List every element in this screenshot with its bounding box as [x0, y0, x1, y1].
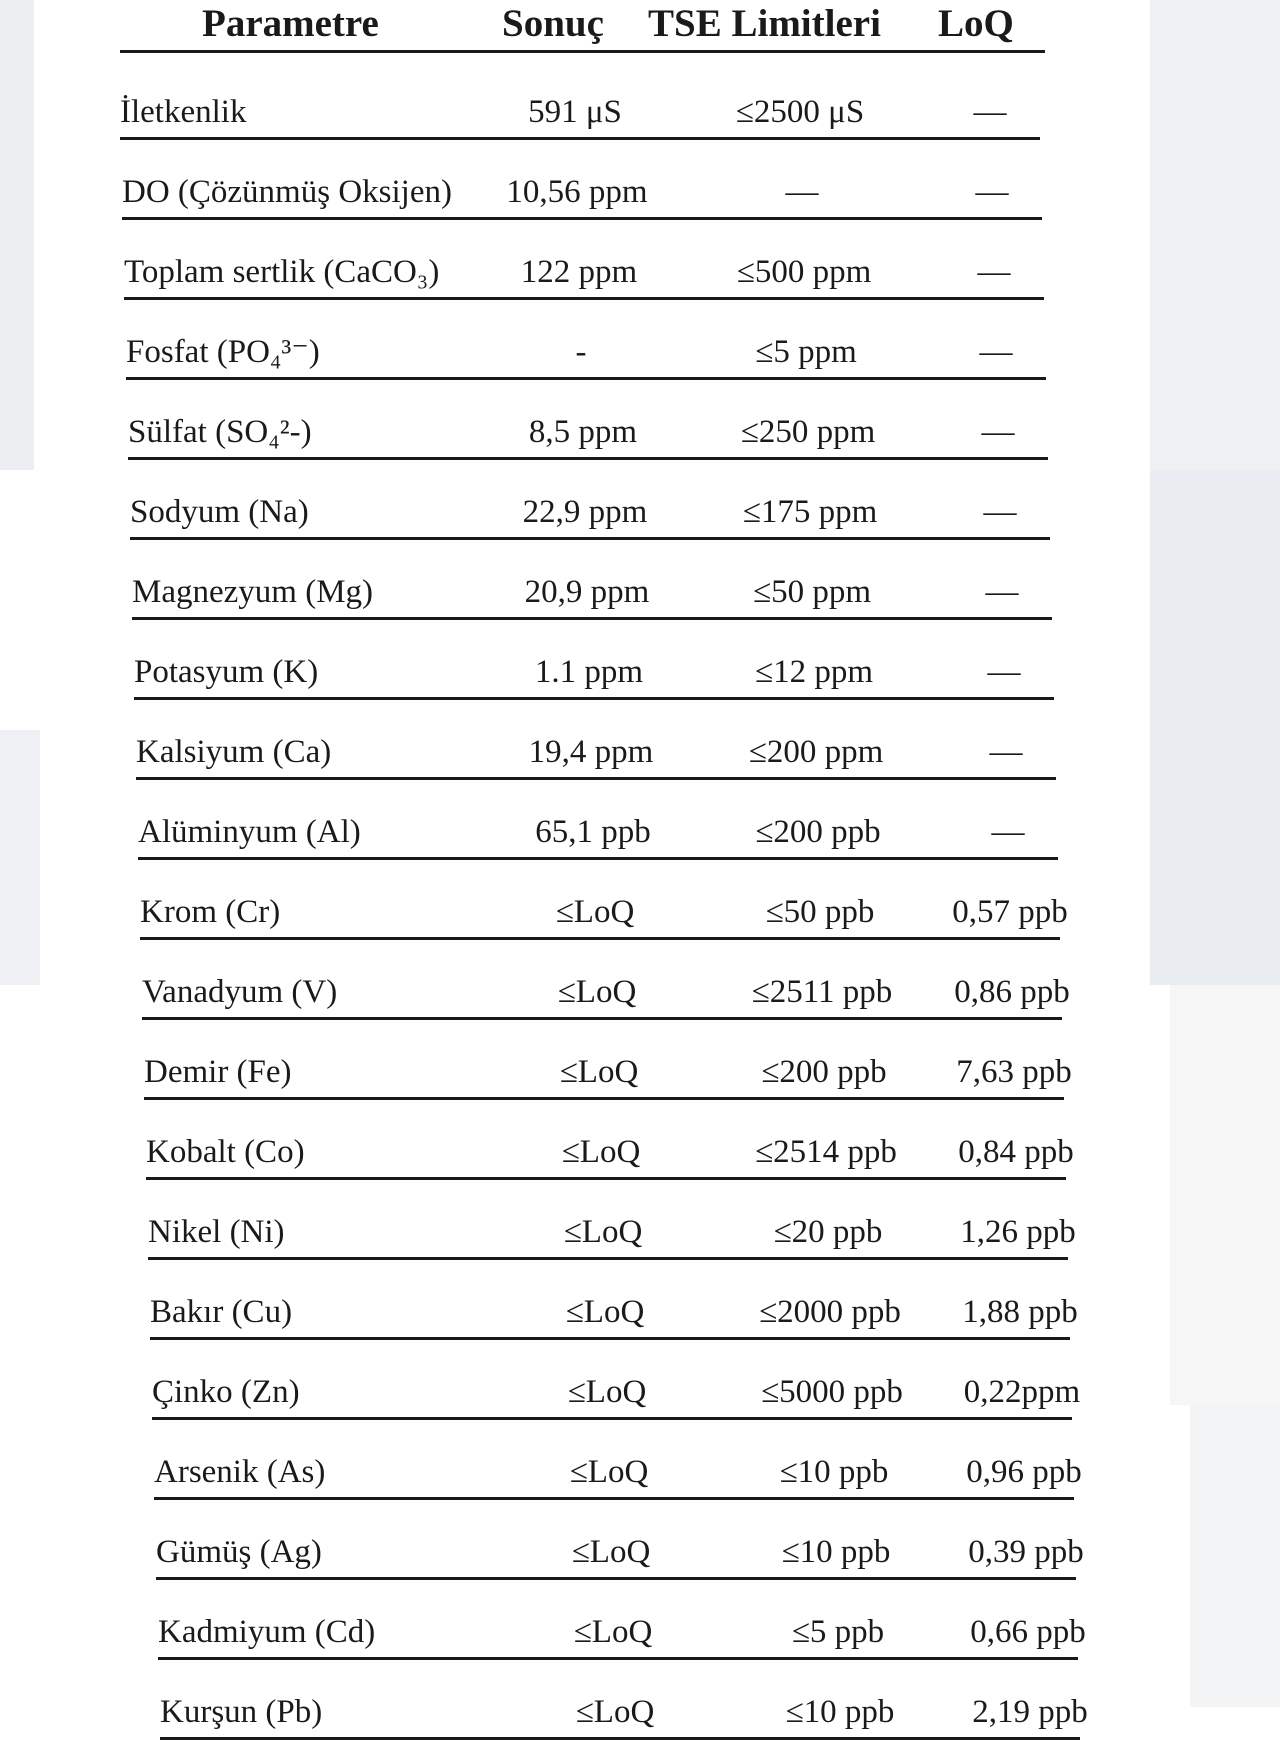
- cell-tse: ≤2514 ppb: [755, 1134, 897, 1170]
- table-row: [146, 1100, 1074, 1180]
- cell-tse: ≤200 ppb: [761, 1054, 887, 1090]
- cell-loq: —: [973, 94, 1007, 130]
- cell-tse: ≤200 ppm: [748, 734, 884, 770]
- cell-loq: 0,22ppm: [963, 1374, 1081, 1410]
- cell-sonuc: ≤LoQ: [567, 1374, 647, 1410]
- cell-tse: ≤50 ppb: [765, 894, 875, 930]
- cell-sonuc: ≤LoQ: [569, 1454, 649, 1490]
- cell-loq: 1,26 ppb: [960, 1214, 1076, 1250]
- cell-tse: ≤500 ppm: [736, 254, 872, 290]
- cell-loq: 0,96 ppb: [966, 1454, 1082, 1490]
- cell-sonuc: 19,4 ppm: [528, 734, 654, 770]
- cell-sonuc: -: [575, 334, 587, 370]
- table-row: [126, 300, 1046, 380]
- water-analysis-table: [120, 0, 1088, 1730]
- cell-tse: ≤250 ppm: [740, 414, 876, 450]
- cell-parametre: Alüminyum (Al): [138, 814, 361, 850]
- table-row: [154, 1420, 1082, 1500]
- cell-tse: ≤50 ppm: [752, 574, 872, 610]
- cell-loq: —: [985, 574, 1019, 610]
- table-row: [160, 1660, 1088, 1740]
- cell-loq: —: [991, 814, 1025, 850]
- cell-parametre: Bakır (Cu): [150, 1294, 293, 1330]
- table-row: [128, 380, 1048, 460]
- cell-tse: ≤5 ppm: [755, 334, 857, 370]
- cell-parametre: Toplam sertlik (CaCO₃): [124, 254, 440, 290]
- table-row: [156, 1500, 1084, 1580]
- table-row: [136, 700, 1056, 780]
- cell-sonuc: 122 ppm: [520, 254, 638, 290]
- cell-sonuc: 22,9 ppm: [522, 494, 648, 530]
- cell-parametre: Nikel (Ni): [148, 1214, 285, 1250]
- cell-parametre: Sodyum (Na): [130, 494, 309, 530]
- cell-sonuc: ≤LoQ: [557, 974, 637, 1010]
- cell-sonuc: 65,1 ppb: [535, 814, 651, 850]
- cell-loq: —: [987, 654, 1021, 690]
- table-row: [134, 620, 1054, 700]
- background-strip: [1150, 470, 1280, 985]
- cell-loq: 7,63 ppb: [956, 1054, 1072, 1090]
- cell-loq: 0,39 ppb: [968, 1534, 1084, 1570]
- table-row: [150, 1260, 1078, 1340]
- cell-sonuc: ≤LoQ: [565, 1294, 645, 1330]
- table-row: [142, 940, 1070, 1020]
- cell-tse: ≤10 ppb: [781, 1534, 891, 1570]
- cell-loq: 2,19 ppb: [972, 1694, 1088, 1730]
- cell-sonuc: ≤LoQ: [571, 1534, 651, 1570]
- table-row: [138, 780, 1058, 860]
- table-body: [120, 60, 1088, 1740]
- cell-tse: ≤5 ppb: [791, 1614, 885, 1650]
- background-strip: [1170, 985, 1280, 1405]
- cell-parametre: Magnezyum (Mg): [132, 574, 374, 610]
- cell-tse: ≤2511 ppb: [751, 974, 893, 1010]
- cell-parametre: Sülfat (SO₄²-): [128, 414, 312, 450]
- cell-loq: 0,66 ppb: [970, 1614, 1086, 1650]
- table-row: [120, 60, 1040, 140]
- cell-parametre: Kadmiyum (Cd): [158, 1614, 376, 1650]
- cell-tse: ≤2000 ppb: [759, 1294, 901, 1330]
- cell-sonuc: 20,9 ppm: [524, 574, 650, 610]
- cell-sonuc: ≤LoQ: [559, 1054, 639, 1090]
- cell-loq: —: [975, 174, 1009, 210]
- cell-parametre: Kurşun (Pb): [160, 1694, 323, 1730]
- header-parametre: Parametre: [202, 2, 379, 45]
- cell-loq: —: [977, 254, 1011, 290]
- table-row: [148, 1180, 1076, 1260]
- cell-loq: —: [983, 494, 1017, 530]
- cell-loq: 0,84 ppb: [958, 1134, 1074, 1170]
- background-strip: [0, 0, 34, 470]
- background-strip: [0, 730, 40, 985]
- cell-sonuc: ≤LoQ: [573, 1614, 653, 1650]
- table-row: [140, 860, 1068, 940]
- table-row: [158, 1580, 1086, 1660]
- header-tse-limitleri: TSE Limitleri: [648, 2, 881, 45]
- cell-tse: —: [785, 174, 819, 210]
- table-row: [124, 220, 1044, 300]
- cell-sonuc: 10,56 ppm: [506, 174, 648, 210]
- cell-tse: ≤5000 ppb: [761, 1374, 903, 1410]
- background-strip: [1150, 0, 1280, 470]
- cell-loq: —: [989, 734, 1023, 770]
- background-strip: [1190, 1405, 1280, 1707]
- cell-parametre: Kobalt (Co): [146, 1134, 305, 1170]
- cell-tse: ≤12 ppm: [754, 654, 874, 690]
- cell-tse: ≤200 ppb: [755, 814, 881, 850]
- table-header: [120, 0, 1045, 53]
- cell-parametre: Gümüş (Ag): [156, 1534, 322, 1570]
- cell-sonuc: 8,5 ppm: [528, 414, 638, 450]
- cell-sonuc: 591 μS: [528, 94, 622, 130]
- cell-tse: ≤175 ppm: [742, 494, 878, 530]
- cell-sonuc: ≤LoQ: [555, 894, 635, 930]
- table-row: [152, 1340, 1081, 1420]
- cell-parametre: Çinko (Zn): [152, 1374, 300, 1410]
- header-loq: LoQ: [938, 2, 1014, 45]
- cell-sonuc: ≤LoQ: [575, 1694, 655, 1730]
- header-sonuc: Sonuç: [502, 2, 604, 45]
- cell-tse: ≤2500 μS: [735, 94, 865, 130]
- cell-tse: ≤10 ppb: [785, 1694, 895, 1730]
- cell-loq: 0,57 ppb: [952, 894, 1068, 930]
- cell-loq: 1,88 ppb: [962, 1294, 1078, 1330]
- cell-sonuc: ≤LoQ: [561, 1134, 641, 1170]
- cell-sonuc: 1.1 ppm: [534, 654, 644, 690]
- cell-parametre: Vanadyum (V): [142, 974, 338, 1010]
- table-row: [122, 140, 1042, 220]
- cell-parametre: Fosfat (PO₄³⁻): [126, 334, 320, 370]
- table-row: [144, 1020, 1072, 1100]
- cell-sonuc: ≤LoQ: [563, 1214, 643, 1250]
- cell-loq: —: [979, 334, 1013, 370]
- cell-tse: ≤10 ppb: [779, 1454, 889, 1490]
- cell-parametre: DO (Çözünmüş Oksijen): [122, 174, 452, 210]
- cell-loq: 0,86 ppb: [954, 974, 1070, 1010]
- cell-tse: ≤20 ppb: [773, 1214, 883, 1250]
- cell-parametre: Demir (Fe): [144, 1054, 292, 1090]
- cell-parametre: Krom (Cr): [140, 894, 281, 930]
- cell-parametre: Arsenik (As): [154, 1454, 326, 1490]
- cell-parametre: Potasyum (K): [134, 654, 319, 690]
- cell-parametre: İletkenlik: [120, 94, 247, 130]
- table-row: [130, 460, 1050, 540]
- table-row: [132, 540, 1052, 620]
- cell-loq: —: [981, 414, 1015, 450]
- cell-parametre: Kalsiyum (Ca): [136, 734, 332, 770]
